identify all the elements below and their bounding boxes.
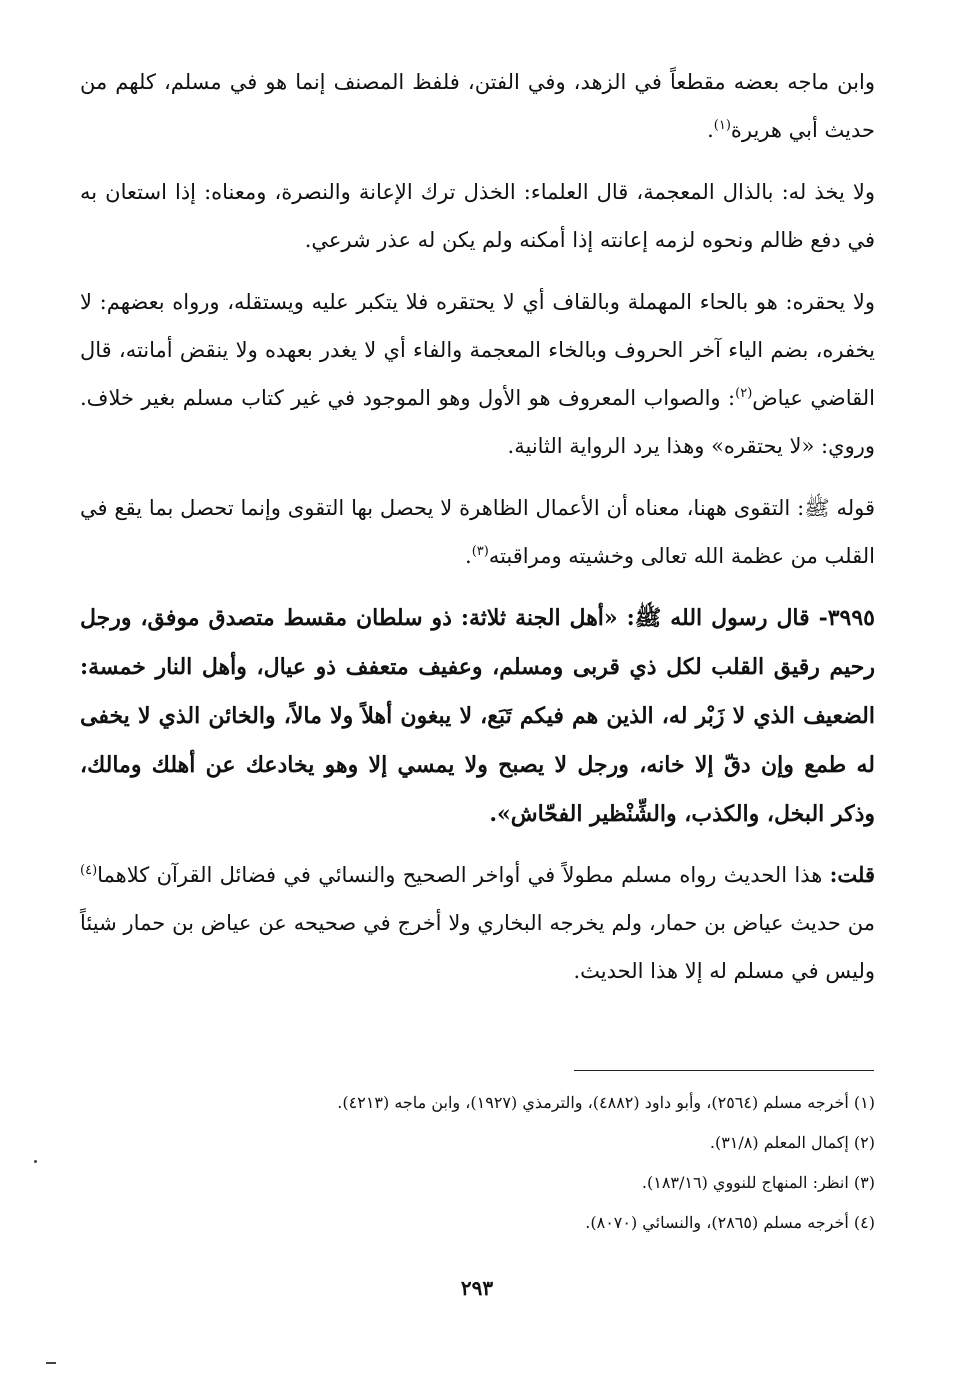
- footnote-1: (١) أخرجه مسلم (٢٥٦٤)، وأبو داود (٤٨٨٢)، والترمذي (١٩٢٧)، وابن ماجه (٤٢١٣).: [337, 1093, 875, 1112]
- footnote-separator: [574, 1070, 874, 1071]
- paragraph-2: ولا يخذ له: بالذال المعجمة، قال العلماء: الخذل ترك الإعانة والنصرة، ومعناه: إذا استعان به في دفع ظالم ونحوه لزمه إعانته إذا أمكنه ولم يكن له عذر شرعي.: [80, 180, 875, 252]
- paragraph-1-text: وابن ماجه بعضه مقطعاً في الزهد، وفي الفتن، فلفظ المصنف إنما هو في مسلم، كلهم من حديث أبي هريرة: [80, 70, 875, 142]
- scan-speck: [46, 1362, 56, 1364]
- paragraph-5-rest: من حديث عياض بن حمار، ولم يخرجه البخاري ولا أخرج في صحيحه عن عياض بن حمار شيئاً وليس في مسلم له إلا هذا الحديث.: [80, 911, 875, 983]
- paragraph-4: [80, 484, 875, 580]
- main-text: [80, 58, 875, 1009]
- paragraph-4-text: قوله ﷺ: التقوى ههنا، معناه أن الأعمال الظاهرة لا يحصل بها التقوى وإنما تحصل بما يقع في القلب من عظمة الله تعالى وخشيته ومراقبته: [80, 496, 875, 568]
- paragraph-4-end: .: [465, 544, 472, 568]
- footnote-3: (٣) انظر: المنهاج للنووي (١٨٣/١٦).: [641, 1173, 875, 1192]
- footnote-4: (٤) أخرجه مسلم (٢٨٦٥)، والنسائي (٨٠٧٠).: [585, 1213, 875, 1232]
- footnote-2: (٢) إكمال المعلم (٣١/٨).: [709, 1133, 875, 1152]
- footnote-ref-3[interactable]: (٣): [471, 544, 489, 559]
- paragraph-5: [80, 851, 875, 995]
- paragraph-3: [80, 278, 875, 470]
- paragraph-5-text: هذا الحديث رواه مسلم مطولاً في أواخر الصحيح والنسائي في فضائل القرآن كلاهما: [97, 863, 830, 887]
- hadith-3995: ٣٩٩٥- قال رسول الله ﷺ: «أهل الجنة ثلاثة: ذو سلطان مقسط متصدق موفق، ورجل رحيم رقيق القلب لكل ذي قربى ومسلم، وعفيف متعفف ذو عيال، وأهل النار خمسة: الضعيف الذي لا زَبْر له، الذين هم فيكم تَبَع، لا يبغون أهلاً ولا مالاً، والخائن الذي لا يخفى له طمع وإن دقّ إلا خانه، ورجل لا يصبح ولا يمسي إلا وهو يخادعك عن أهلك ومالك، وذكر البخل، والكذب، والشِّنْظير الفحّاش».: [80, 605, 875, 827]
- paragraph-3-text: ولا يحقره: هو بالحاء المهملة وبالقاف أي لا يحتقره فلا يتكبر عليه ويستقله، ورواه بعضهم: لا يخفره، بضم الياء آخر الحروف وبالخاء المعجمة والفاء أي لا يغدر بعهده ولا ينقض أمانته، قال القاضي عياض: [80, 290, 875, 410]
- paragraph-1: [80, 58, 875, 154]
- page-number: ٢٩٣: [460, 1276, 494, 1300]
- paragraph-1-end: .: [707, 118, 714, 142]
- scan-speck: [34, 1160, 37, 1163]
- footnotes: [80, 1083, 875, 1243]
- paragraph-3-rest: : والصواب المعروف هو الأول وهو الموجود في غير كتاب مسلم بغير خلاف. وروي: «لا يحتقره» وهذا يرد الرواية الثانية.: [80, 386, 875, 458]
- paragraph-5-lead: قلت:: [829, 862, 875, 887]
- footnote-ref-1[interactable]: (١): [713, 118, 731, 133]
- footnote-ref-4[interactable]: (٤): [80, 863, 98, 878]
- footnote-ref-2[interactable]: (٢): [735, 386, 753, 401]
